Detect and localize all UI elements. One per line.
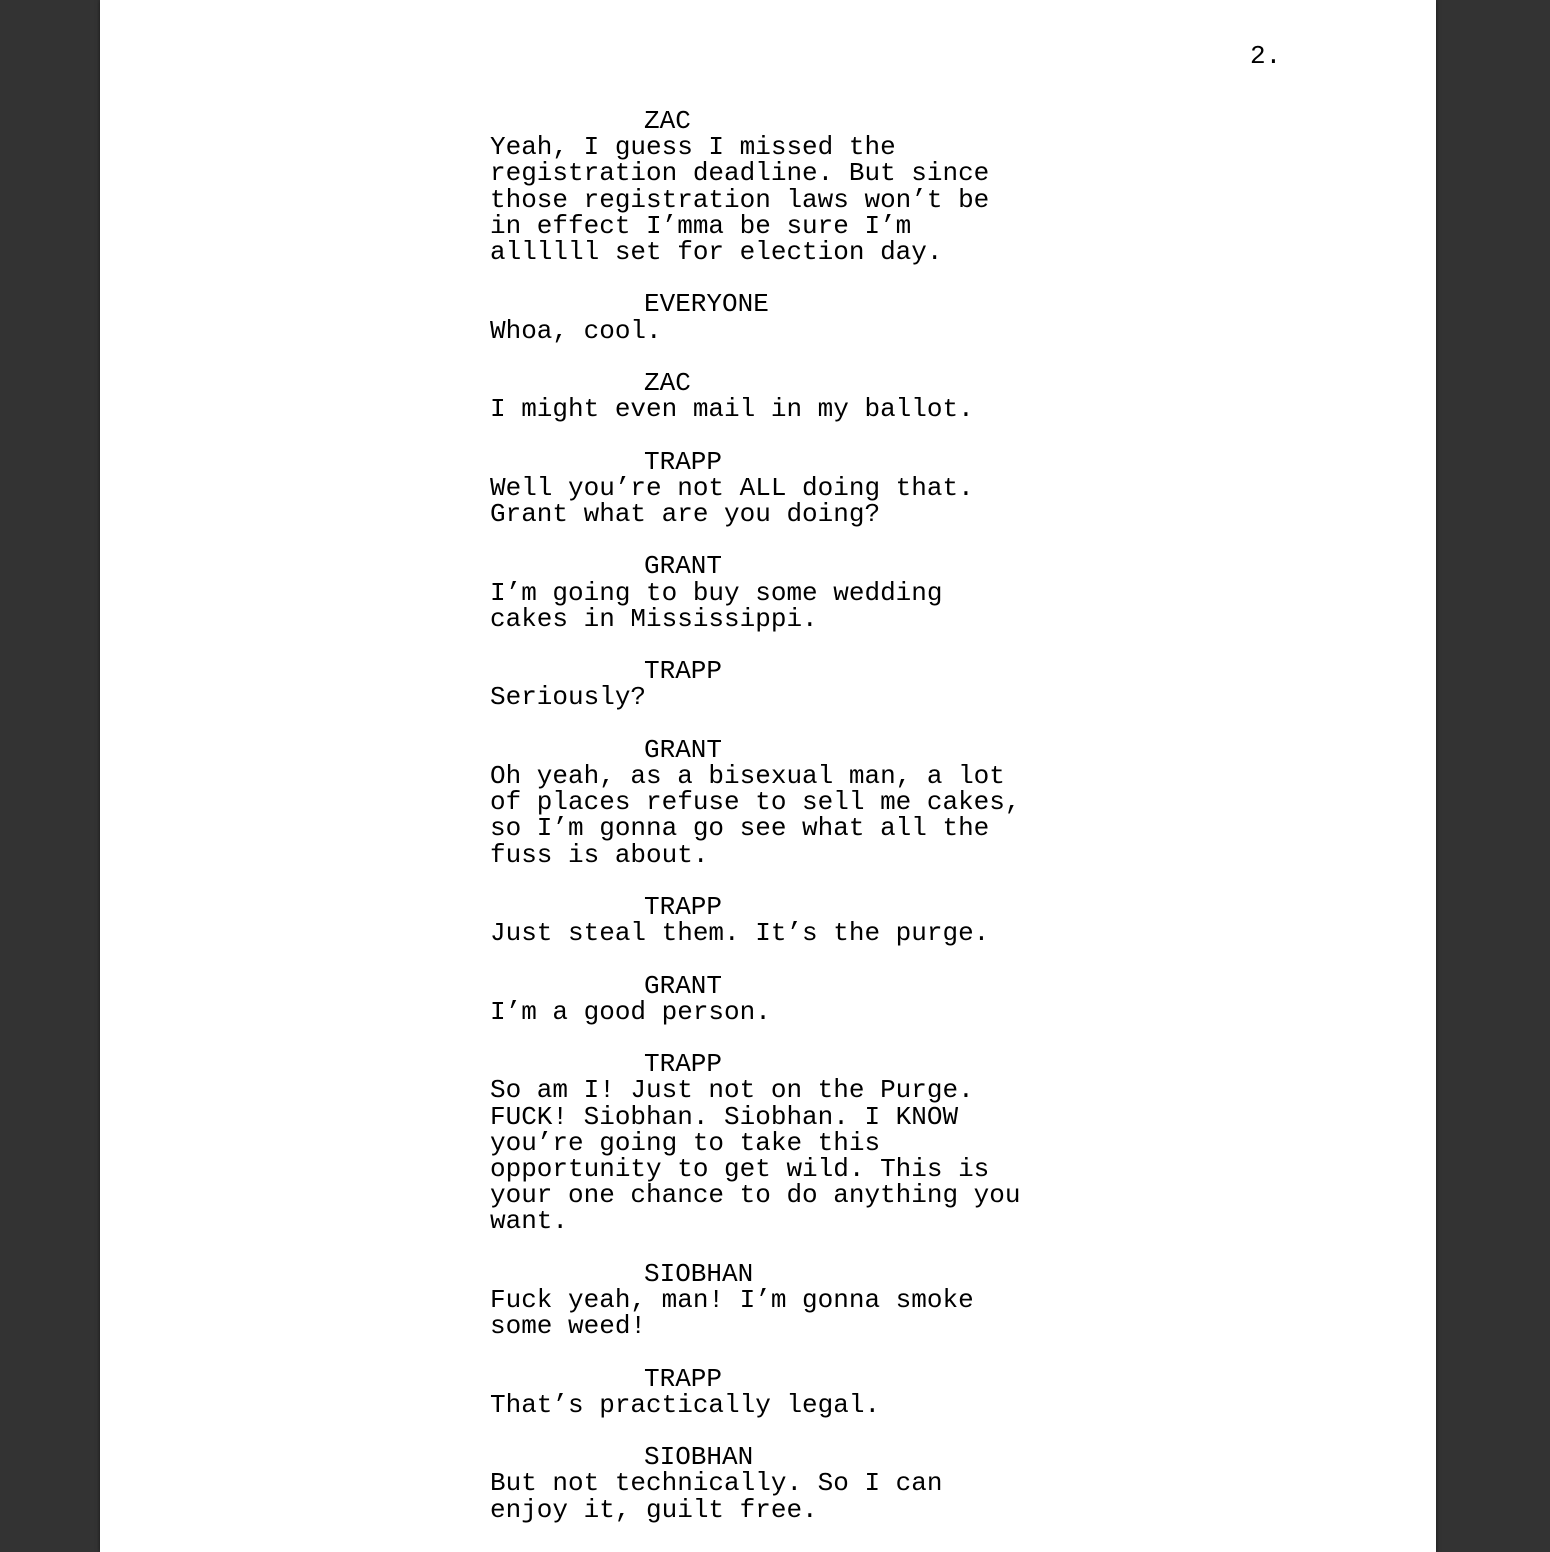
dialogue-block	[490, 1444, 1130, 1523]
dialogue-line: But not technically. So I can	[490, 1468, 943, 1499]
page-number: 2.	[1250, 41, 1282, 71]
dialogue-line: So am I! Just not on the Purge.	[490, 1075, 974, 1106]
dialogue-line: I’m going to buy some wedding	[490, 577, 943, 608]
dialogue-block	[490, 1258, 1130, 1342]
character-name: EVERYONE	[644, 289, 769, 320]
dialogue-block	[490, 1049, 1130, 1237]
dialogue-line: Grant what are you doing?	[490, 499, 881, 529]
dialogue-line: FUCK! Siobhan. Siobhan. I KNOW	[490, 1101, 959, 1132]
dialogue-block	[490, 656, 1130, 713]
dialogue-block	[490, 734, 1130, 870]
dialogue-block	[490, 970, 1130, 1027]
dialogue-block	[490, 891, 1130, 949]
dialogue-line: Well you’re not ALL doing that.	[490, 472, 974, 503]
dialogue-line: opportunity to get wild. This is	[490, 1153, 990, 1184]
character-name: TRAPP	[644, 446, 723, 477]
character-name: TRAPP	[644, 1363, 723, 1394]
dialogue-line: I might even mail in my ballot.	[490, 394, 974, 425]
character-name: GRANT	[644, 551, 723, 582]
dialogue-line: Fuck yeah, man! I’m gonna smoke	[490, 1284, 974, 1315]
dialogue-block	[490, 446, 1130, 529]
dialogue-block	[490, 289, 1130, 346]
character-name: SIOBHAN	[644, 1258, 754, 1289]
dialogue-line: registration deadline. But since	[490, 158, 990, 189]
dialogue-line: so I’m gonna go see what all the	[490, 813, 990, 844]
character-name: GRANT	[644, 970, 723, 1001]
character-name: TRAPP	[644, 891, 723, 922]
dialogue-block	[490, 368, 1130, 425]
character-name: ZAC	[644, 106, 691, 136]
dialogue-line: Whoa, cool.	[490, 315, 662, 346]
dialogue-line: want.	[490, 1206, 569, 1237]
screenplay-body	[490, 108, 1130, 1549]
document-page	[100, 0, 1436, 1552]
dialogue-block	[490, 1363, 1130, 1420]
dialogue-line: That’s practically legal.	[490, 1389, 881, 1420]
dialogue-line: I’m a good person.	[490, 996, 771, 1027]
character-name: GRANT	[644, 734, 723, 765]
dialogue-line: cakes in Mississippi.	[490, 603, 818, 634]
character-name: SIOBHAN	[644, 1442, 754, 1473]
dialogue-line: Oh yeah, as a bisexual man, a lot	[490, 760, 1005, 791]
dialogue-line: Yeah, I guess I missed the	[490, 132, 896, 163]
dialogue-line: your one chance to do anything you	[490, 1180, 1021, 1211]
dialogue-line: you’re going to take this	[490, 1127, 881, 1158]
dialogue-line: of places refuse to sell me cakes,	[490, 787, 1021, 818]
dialogue-line: some weed!	[490, 1311, 647, 1342]
character-name: TRAPP	[644, 1049, 723, 1080]
dialogue-line: Just steal them. It’s the purge.	[490, 918, 990, 949]
dialogue-line: those registration laws won’t be	[490, 184, 990, 215]
dialogue-line: allllll set for election day.	[490, 237, 943, 268]
dialogue-line: in effect I’mma be sure I’m	[490, 210, 912, 241]
character-name: TRAPP	[644, 656, 723, 687]
dialogue-line: enjoy it, guilt free.	[490, 1494, 818, 1525]
dialogue-line: Seriously?	[490, 682, 647, 713]
dialogue-block	[490, 106, 1130, 268]
dialogue-block	[490, 553, 1130, 632]
dialogue-line: fuss is about.	[490, 839, 709, 870]
character-name: ZAC	[644, 368, 691, 398]
